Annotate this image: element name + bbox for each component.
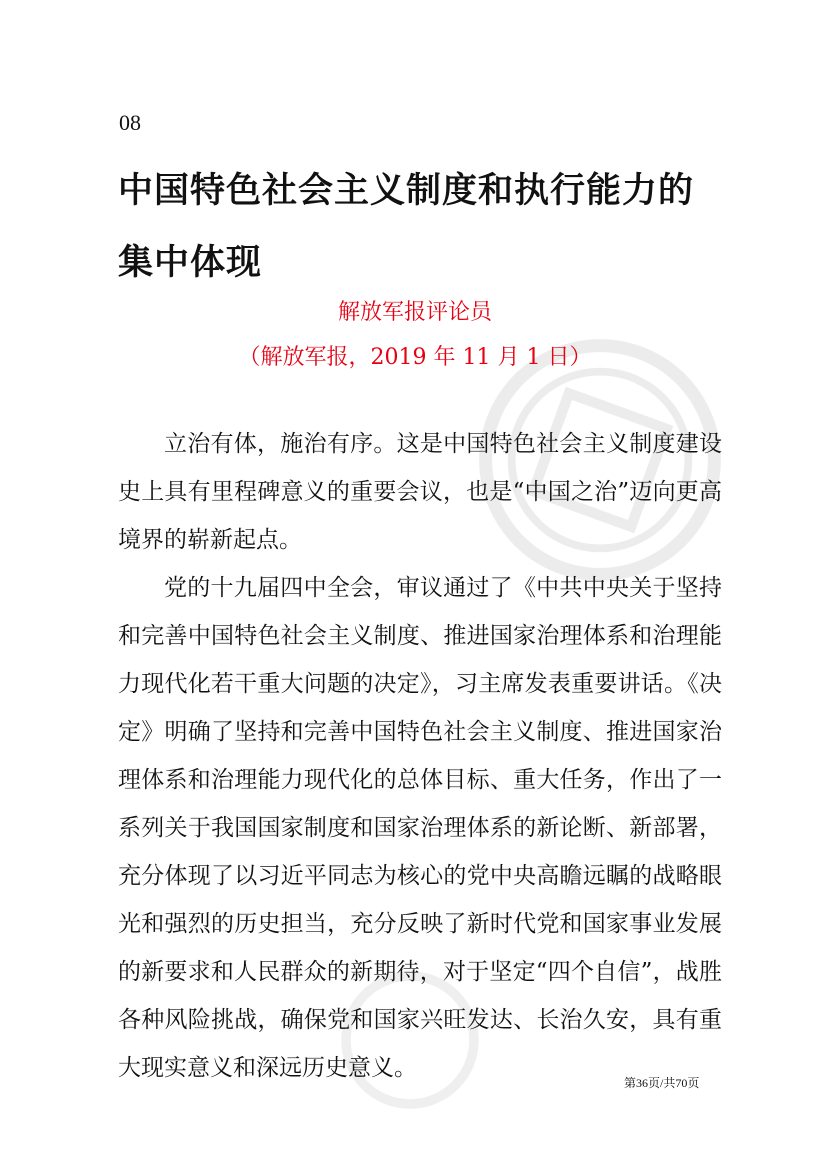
article-title: 中国特色社会主义制度和执行能力的集中体现 [118,170,695,283]
section-number: 08 [119,110,141,135]
article-body [118,420,722,1092]
article-source: （解放军报，2019 年 11 月 1 日） [238,345,592,370]
page-indicator: 第36页/共70页 [624,1076,700,1090]
body-paragraph: 党的十九届四中全会，审议通过了《中共中央关于坚持和完善中国特色社会主义制度、推进国家治理体系和治理能力现代化若干重大问题的决定》，习主席发表重要讲话。《决定》明确了坚持和完善中国特色社会主义制度、推进国家治理体系和治理能力现代化的总体目标、重大任务，作出了一系列关于我国国家制度和国家治理体系的新论断、新部署，充分体现了以习近平同志为核心的党中央高瞻远瞩的战略眼光和强烈的历史担当，充分反映了新时代党和国家事业发展的新要求和人民群众的新期待，对于坚定“四个自信”，战胜各种风险挑战，确保党和国家兴旺发达、长治久安，具有重大现实意义和深远历史意义。 [118,575,722,1081]
article-author: 解放军报评论员 [337,300,492,325]
body-paragraph: 立治有体，施治有序。这是中国特色社会主义制度建设史上具有里程碑意义的重要会议，也是“中国之治”迈向更高境界的崭新起点。 [118,431,722,553]
